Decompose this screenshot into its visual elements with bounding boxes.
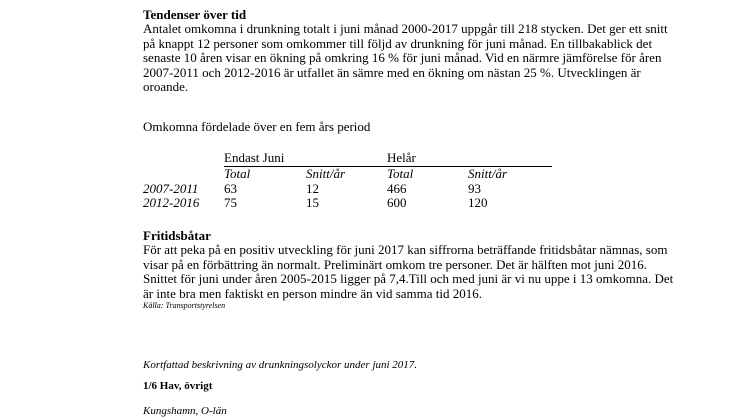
cell-value: 15 xyxy=(306,195,319,211)
trends-line: senaste 10 åren visar en ökning på omkring 16 % för juni månad. Vid en närmre jämförelse för åren xyxy=(143,50,662,66)
cell-value: 120 xyxy=(468,195,488,211)
summary-caption: Kortfattad beskrivning av drunkningsolyckor under juni 2017. xyxy=(143,359,418,371)
subheader-total: Total xyxy=(224,165,251,181)
trends-line: oroande. xyxy=(143,79,189,95)
section-heading-trends: Tendenser över tid xyxy=(143,7,247,22)
row-period: 2007-2011 xyxy=(143,180,199,196)
source-note: Källa: Transportstyrelsen xyxy=(143,301,226,311)
subheader-total: Total xyxy=(387,165,414,181)
trends-line: på knappt 12 personer som omkommer till följd av drunkning för juni månad. En tillbakablick det xyxy=(143,35,653,51)
cell-value: 600 xyxy=(387,195,407,211)
boats-line: är inte bra men faktiskt en person mindre än vid samma tid 2016. xyxy=(143,285,482,301)
cell-value: 93 xyxy=(468,180,481,196)
section-leisure-boats xyxy=(143,229,708,311)
table-subheader-row xyxy=(143,166,552,181)
incident-location: Kungshamn, O-län xyxy=(143,405,227,417)
cell-value: 466 xyxy=(387,180,407,196)
boats-line: Snittet för juni under åren 2005-2015 ligger på 7,4.Till och med juni är vi nu uppe i 13 omkomna. Det xyxy=(143,271,674,287)
cell-value: 75 xyxy=(224,195,237,211)
section-heading-boats: Fritidsbåtar xyxy=(143,228,211,243)
fatalities-table xyxy=(143,151,552,211)
group-header-full-year: Helår xyxy=(387,151,468,166)
trends-line: Antalet omkomna i drunkning totalt i juni månad 2000-2017 uppgår till 218 stycken. Det ger ett snitt xyxy=(143,21,668,36)
table-title: Omkomna fördelade över en fem års period xyxy=(143,119,371,134)
boats-line: visar på en förbättring än normalt. Preliminärt omkom tre personer. Det är hälften mot juni 2016. xyxy=(143,256,647,272)
cell-value: 63 xyxy=(224,180,237,196)
table-group-row xyxy=(143,151,552,166)
subheader-avg: Snitt/år xyxy=(468,165,508,181)
row-period: 2012-2016 xyxy=(143,195,200,211)
section-trends xyxy=(143,8,708,95)
boats-line: För att peka på en positiv utveckling för juni 2017 kan siffrorna beträffande fritidsbåtar nämnas, som xyxy=(143,242,668,257)
trends-line: 2007-2011 och 2012-2016 är utfallet än sämre med en ökning om nästan 25 %. Utvecklingen är xyxy=(143,64,641,80)
table-row xyxy=(143,182,552,197)
cell-value: 12 xyxy=(306,180,319,196)
table-row xyxy=(143,196,552,211)
group-header-june: Endast Juni xyxy=(224,151,306,166)
incident-category: 1/6 Hav, övrigt xyxy=(143,380,213,392)
subheader-avg: Snitt/år xyxy=(306,165,346,181)
